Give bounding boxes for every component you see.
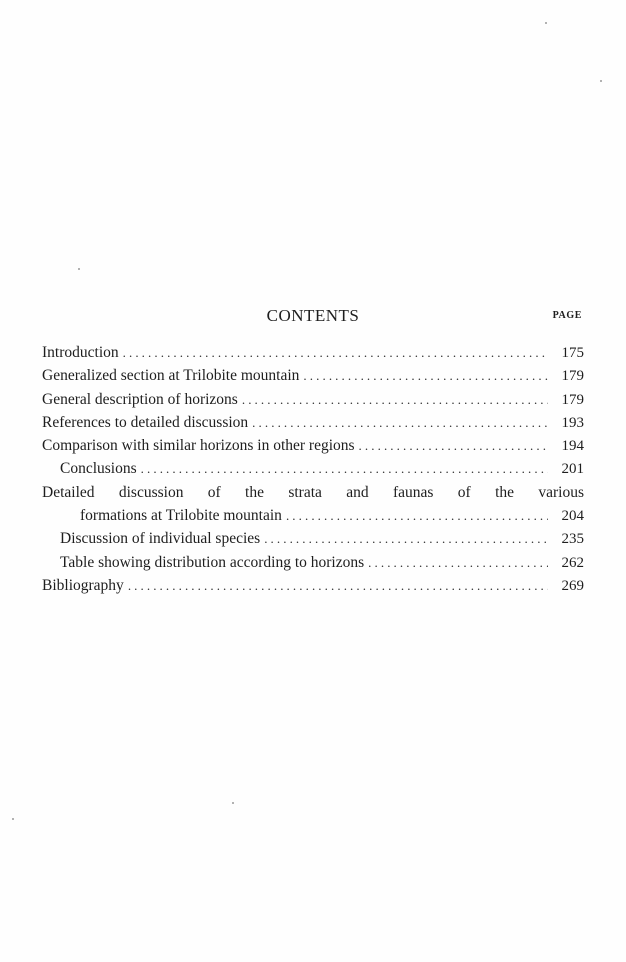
page-column-label: PAGE bbox=[552, 310, 582, 321]
toc-entry-page: 179 bbox=[561, 391, 584, 408]
toc-entry-formations bbox=[42, 507, 584, 530]
toc-entry-bibliography bbox=[42, 577, 584, 600]
dot-leader bbox=[286, 508, 548, 524]
toc-entry-references bbox=[42, 414, 584, 437]
toc-entry-distribution-table bbox=[42, 554, 584, 577]
toc-entry-conclusions bbox=[42, 460, 584, 483]
toc-entry-individual-species bbox=[42, 530, 584, 553]
toc-entry-label: Table showing distribution according to horizons bbox=[60, 553, 365, 571]
scan-speck bbox=[78, 268, 80, 270]
scan-speck bbox=[545, 22, 547, 24]
toc-entry-label: formations at Trilobite mountain bbox=[80, 507, 282, 525]
toc-entry-label: Discussion of individual species bbox=[60, 530, 261, 548]
toc-entry-page: 194 bbox=[561, 438, 584, 455]
toc-entry-label: References to detailed discussion bbox=[42, 413, 249, 431]
dot-leader bbox=[123, 345, 548, 361]
toc-entry-page: 179 bbox=[561, 368, 584, 385]
toc-entry-generalized-section bbox=[42, 367, 584, 390]
dot-leader bbox=[242, 392, 548, 408]
toc-entry-label: Comparison with similar horizons in other regions bbox=[42, 437, 355, 455]
dot-leader bbox=[359, 438, 548, 454]
dot-leader bbox=[252, 415, 548, 431]
toc-entry-page: 201 bbox=[561, 461, 584, 478]
scan-speck bbox=[600, 80, 602, 82]
toc-entry-detailed-discussion bbox=[42, 484, 584, 507]
dot-leader bbox=[141, 461, 548, 477]
toc-entry-comparison bbox=[42, 437, 584, 460]
table-of-contents bbox=[42, 344, 584, 600]
toc-entry-label: General description of horizons bbox=[42, 390, 238, 408]
dot-leader bbox=[128, 578, 548, 594]
toc-entry-page: 204 bbox=[561, 508, 584, 525]
scan-speck bbox=[232, 802, 234, 804]
scan-speck bbox=[12, 818, 14, 820]
dot-leader bbox=[368, 555, 548, 571]
toc-entry-page: 269 bbox=[561, 577, 584, 594]
toc-entry-label: Conclusions bbox=[60, 460, 137, 478]
toc-entry-page: 262 bbox=[561, 554, 584, 571]
toc-entry-label: Detailed discussion of the strata and faunas of the various bbox=[42, 483, 584, 501]
toc-entry-page: 193 bbox=[561, 414, 584, 431]
toc-entry-label: Generalized section at Trilobite mountain bbox=[42, 367, 300, 385]
contents-title: CONTENTS bbox=[266, 306, 360, 325]
toc-entry-label: Bibliography bbox=[42, 576, 124, 594]
toc-entry-page: 235 bbox=[561, 531, 584, 548]
toc-entry-introduction bbox=[42, 344, 584, 367]
toc-entry-page: 175 bbox=[561, 345, 584, 361]
dot-leader bbox=[264, 531, 548, 547]
toc-entry-general-description bbox=[42, 391, 584, 414]
contents-header bbox=[0, 306, 626, 330]
toc-entry-label: Introduction bbox=[42, 344, 119, 361]
dot-leader bbox=[303, 368, 548, 384]
